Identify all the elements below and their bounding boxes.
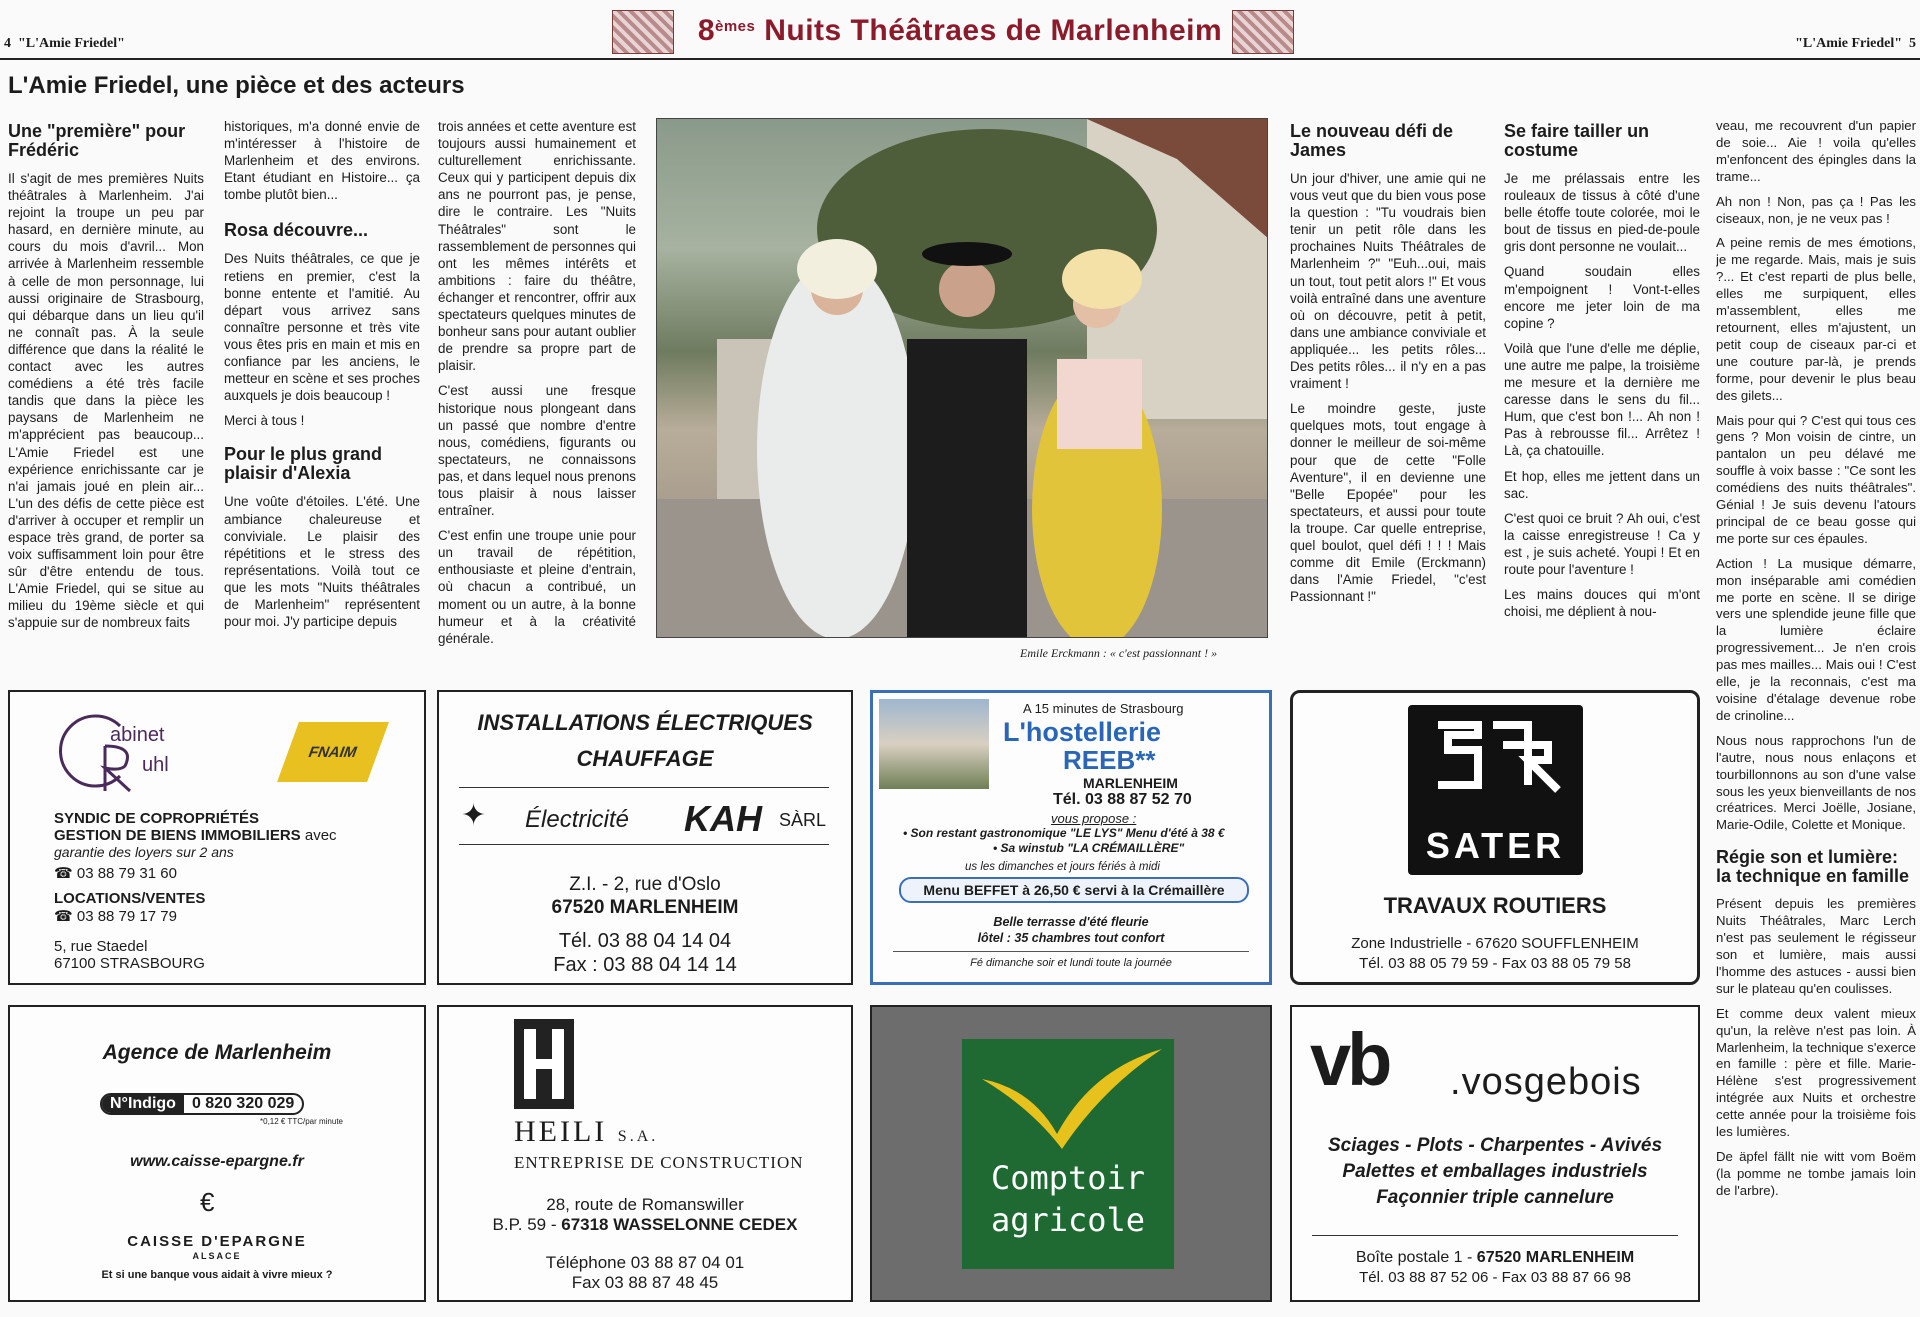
paragraph: C'est enfin une troupe unie pour un travail de répétition, enthousiaste et pleine d'entrain, où chacun a contribué, un moment ou un autre, à la bonne humeur et à la créativité générale. bbox=[438, 528, 636, 646]
article-headline: L'Amie Friedel, une pièce et des acteurs bbox=[8, 72, 465, 99]
article-column-6 bbox=[1716, 118, 1916, 1313]
paragraph: C'est quoi ce bruit ? Ah oui, c'est la caisse enregistreuse ! Ca y est , je suis acheté. Youpi ! Et en route pour l'aventure ! bbox=[1504, 510, 1700, 577]
kah-phone: Tél. 03 88 04 14 04 bbox=[558, 930, 732, 952]
ad-caisse-epargne bbox=[8, 1005, 426, 1302]
divider bbox=[1312, 1235, 1678, 1236]
kah-address: Z.I. - 2, rue d'Oslo bbox=[569, 874, 721, 895]
vb-name: .vosgebois bbox=[1450, 1061, 1642, 1103]
paragraph: De äpfel fällt nie witt vom Boëm (la pomme ne tombe jamais loin de l'arbre). bbox=[1716, 1148, 1916, 1198]
vb-address: Boîte postale 1 - 67520 MARLENHEIM bbox=[1355, 1249, 1635, 1266]
heili-phone: Téléphone 03 88 87 04 01 bbox=[545, 1253, 745, 1272]
paragraph: Je me prélassais entre les rouleaux de tissus à côté d'une belle étoffe toute colorée, moi le bout de tissus en pied-de-poule gris dont personne ne voulait... bbox=[1504, 171, 1700, 255]
comptoir-logo bbox=[962, 1039, 1174, 1269]
reeb-phone: Tél. 03 88 87 52 70 bbox=[1053, 791, 1192, 808]
ruhl-phone: ☎ 03 88 79 17 79 bbox=[54, 908, 177, 925]
reeb-line: Belle terrasse d'été fleurie bbox=[993, 915, 1149, 929]
fnaim-label: FNAIM bbox=[306, 743, 360, 761]
sater-symbol-icon bbox=[1408, 705, 1583, 815]
heili-address: B.P. 59 - 67318 WASSELONNE CEDEX bbox=[492, 1215, 798, 1234]
paragraph: veau, me recouvrent d'un papier de soie... Aie ! voila qu'elles m'enfoncent des épingles dans la trame... bbox=[1716, 118, 1916, 184]
kah-title: CHAUFFAGE bbox=[576, 746, 714, 771]
paragraph: trois années et cette aventure est toujours aussi humainement et culturellement enrichissante. Ceux qui y participent depuis dix ans ne pourront pas, je pense, dire le contraire. Les "Nuits Théâtrales" sont le rassemblement de personnes qui ont les mêmes intérêts et ambitions : faire du théâtre, échanger et rencontrer, offrir aux spectateurs quelques minutes de bonheur sans pour autant oublier de prendre sa propre part de plaisir. bbox=[438, 119, 636, 374]
reeb-menu: Menu BEFFET à 26,50 € servi à la Crémaillère bbox=[899, 877, 1249, 903]
subheading: Le nouveau défi de James bbox=[1290, 121, 1454, 160]
sater-name: SATER bbox=[1425, 825, 1566, 866]
subheading: Régie son et lumière: la technique en famille bbox=[1716, 847, 1910, 887]
divider bbox=[893, 951, 1249, 952]
paragraph: Ah non ! Non, pas ça ! Pas les ciseaux, non, je ne veux pas ! bbox=[1716, 193, 1916, 226]
divider bbox=[459, 787, 829, 788]
vb-line: Façonnier triple cannelure bbox=[1376, 1187, 1614, 1208]
reeb-offer: • Son restant gastronomique "LE LYS" Menu d'été à 38 € bbox=[903, 826, 1225, 840]
caisse-indigo-number bbox=[100, 1093, 304, 1115]
article-column-5 bbox=[1504, 118, 1700, 663]
vb-line: Sciages - Plots - Charpentes - Avivés bbox=[1327, 1135, 1663, 1156]
sater-phone: Tél. 03 88 05 79 59 - Fax 03 88 05 79 58 bbox=[1359, 955, 1631, 972]
paragraph: Un jour d'hiver, une amie qui ne vous veut que du bien vous pose la question : "Tu voudrais bien tenir un petit rôle dans les prochaines Nuits Théâtrales de Marlenheim ?" "Euh...oui, mais un tout, tout petit alors !" Et vous voilà entraîné dans une aventure où on découvre, petit à petit, dans une ambiance conviviale et appliquée... les petits rôles... Des petits rôles... il n'y en a pas vraiment ! bbox=[1290, 171, 1486, 392]
theatre-masks-icon bbox=[612, 10, 674, 54]
ruhl-line: LOCATIONS/VENTES bbox=[54, 890, 206, 907]
star-logo-icon: ✦ bbox=[461, 799, 487, 832]
article-column-2 bbox=[224, 118, 420, 663]
ad-hostellerie-reeb bbox=[870, 690, 1272, 985]
section-title: 8èmes Nuits Théâtraes de Marlenheim bbox=[697, 14, 1223, 47]
ruhl-line: garantie des loyers sur 2 ans bbox=[54, 844, 234, 860]
paragraph: Des Nuits théâtrales, ce que je retiens en premier, c'est la bonne entente et l'amitié. Au départ vous arrivez sans connaître personne et très vite vous êtes pris en main et mis en confiance par les anciens, le metteur en scène et ses proches auxquels je dois beaucoup ! bbox=[224, 251, 420, 404]
theatre-masks-icon bbox=[1232, 10, 1294, 54]
page-number-left: 4 "L'Amie Friedel" bbox=[4, 36, 125, 51]
paragraph: Action ! La musique démarre, mon inséparable ami comédien me porte en scène. Il se dirige vers une splendide jeune fille que la lumière éclaire progressivement... Je n'en crois pas mes mailles... Mais oui ! C'est elle, je la reconnais, c'est ma voisine d'étalage devenue robe de crinoline... bbox=[1716, 555, 1916, 723]
ruhl-logo-icon bbox=[50, 706, 140, 796]
paragraph: A peine remis de mes émotions, je me regarde. Mais, mais je suis ?... Et c'est reparti de plus belle, elles me surpiquent, elles m'assemblent, elles me retournent, elles m'ajustent, un petit coup de ciseaux par-ci et une couture par-là, je prends forme, pour devenir le plus beau des gilets... bbox=[1716, 235, 1916, 403]
paragraph: Présent depuis les premières Nuits Théâtrales, Marc Lerch n'est pas seulement le régisseur son et lumière, mais aussi l'homme des astuces - aussi bien sur le plateau qu'en coulisses. bbox=[1716, 896, 1916, 996]
paragraph: C'est aussi une fresque historique nous plongeant dans un passé que nombre d'entre nous, comédiens, figurants ou spectateurs, ne connaissons pas, et dans lequel nous prenons tous plaisir à nous laisser entraîner. bbox=[438, 383, 636, 519]
caisse-web: www.caisse-epargne.fr bbox=[130, 1153, 304, 1170]
reeb-title: L'hostellerie bbox=[1003, 717, 1161, 747]
caisse-region: ALSACE bbox=[192, 1251, 242, 1261]
subheading: Une "première" pour Frédéric bbox=[8, 121, 186, 160]
ad-sater bbox=[1290, 690, 1700, 985]
subheading: Pour le plus grand plaisir d'Alexia bbox=[224, 444, 383, 484]
kah-fax: Fax : 03 88 04 14 14 bbox=[553, 954, 737, 976]
indigo-number: 0 820 320 029 bbox=[191, 1095, 295, 1112]
paragraph: Une voûte d'étoiles. L'été. Une ambiance chaleureuse et conviviale. Le plaisir des répétitions et le stress des représentations. Voilà tout ce que les mots "Nuits théâtrales de Marlenheim" représentent pour moi. J'y participe depuis bbox=[224, 494, 420, 630]
reeb-offer: vous propose : bbox=[1051, 811, 1137, 826]
reeb-sub: us les dimanches et jours fériés à midi bbox=[965, 861, 1160, 873]
header-rule bbox=[0, 58, 1920, 60]
ad-vosgebois bbox=[1290, 1005, 1700, 1302]
fnaim-logo bbox=[277, 722, 389, 782]
actors-photo bbox=[656, 118, 1268, 638]
paragraph: Et hop, elles me jettent dans un sac. bbox=[1504, 468, 1700, 501]
kah-logo: KAH bbox=[684, 798, 762, 839]
reeb-top: A 15 minutes de Strasbourg bbox=[1023, 701, 1184, 716]
sater-logo bbox=[1408, 705, 1583, 875]
sater-title: TRAVAUX ROUTIERS bbox=[1383, 893, 1607, 918]
ad-electricite-kah bbox=[437, 690, 853, 985]
ruhl-line: SYNDIC DE COPROPRIÉTÉS bbox=[54, 810, 260, 827]
heili-sub: ENTREPRISE DE CONSTRUCTION bbox=[514, 1153, 804, 1172]
reeb-line: lôtel : 35 chambres tout confort bbox=[977, 931, 1165, 945]
ad-heili bbox=[437, 1005, 853, 1302]
subheading: Rosa découvre... bbox=[224, 220, 369, 241]
heili-logo-icon bbox=[514, 1019, 574, 1109]
vb-phone: Tél. 03 88 87 52 06 - Fax 03 88 87 66 98 bbox=[1359, 1269, 1631, 1286]
caisse-slogan: Et si une banque vous aidait à vivre mieux ? bbox=[101, 1269, 333, 1281]
vb-logo: vb bbox=[1310, 1018, 1389, 1101]
squirrel-logo-icon: € bbox=[200, 1187, 215, 1217]
caisse-agence: Agence de Marlenheim bbox=[102, 1041, 332, 1064]
caisse-tariff: *0,12 € TTC/par minute bbox=[260, 1117, 344, 1126]
page-number-right: "L'Amie Friedel" 5 bbox=[1795, 36, 1916, 51]
indigo-label: N°Indigo bbox=[102, 1095, 184, 1113]
kah-elec: Électricité bbox=[525, 806, 630, 833]
heili-address: 28, route de Romanswiller bbox=[546, 1195, 744, 1214]
paper-name-left: "L'Amie Friedel" bbox=[18, 36, 125, 51]
subheading: Se faire tailler un costume bbox=[1504, 121, 1650, 160]
paragraph: historiques, m'a donné envie de m'intéresser à l'histoire de Marlenheim et des environs. Etant étudiant en Histoire... ça tombe plutôt bien... bbox=[224, 119, 420, 203]
actors-photo-illustration bbox=[657, 119, 1268, 638]
caisse-name: CAISSE D'EPARGNE bbox=[127, 1233, 307, 1250]
ad-cabinet-ruhl bbox=[8, 690, 426, 985]
paragraph: Le moindre geste, juste quelques mots, tout engage à donner le meilleur de soi-même pour que de cette "Folle Aventure", il en devienne une "Belle Epopée" pour les spectateurs, et aussi pour toute la troupe. Car quelle entreprise, quel boulot, quel défi ! ! ! Mais comme dit Emile (Erckmann) dans l'Amie Friedel, "c'est Passionnant !" bbox=[1290, 401, 1486, 605]
paper-name-right: "L'Amie Friedel" bbox=[1795, 36, 1902, 51]
vb-line: Palettes et emballages industriels bbox=[1342, 1161, 1648, 1182]
reeb-closing: Fé dimanche soir et lundi toute la journée bbox=[970, 957, 1172, 969]
ruhl-phone: ☎ 03 88 79 31 60 bbox=[54, 865, 177, 882]
comptoir-name: Comptoir bbox=[990, 1159, 1146, 1197]
kah-address: 67520 MARLENHEIM bbox=[551, 897, 739, 918]
hotel-photo bbox=[879, 699, 989, 789]
paragraph: Il s'agit de mes premières Nuits théâtrales à Marlenheim. J'ai rejoint la troupe un peu par hasard, en dernière minute, au cours du mois d'avril... Mon arrivée à Marlenheim ressemble à celle de mon personnage, lui aussi originaire de Strasbourg, qui débarque dans un lieu qu'il ne connaît pas. À la seule différence que dans la réalité le contact avec les autres comédiens a été très facile tandis que dans la pièce les paysans de Marlenheim ne m'apprécient pas beaucoup... L'Amie Friedel est une expérience enrichissante car je n'ai jamais joué en plein air... L'un des défis de cette pièce est d'arriver à occuper et remplir un espace très grand, de porter sa voix suffisamment loin pour être sûr d'être entendu de tous. L'Amie Friedel, qui se situe au milieu du 19ème siècle et qui s'appuie sur de nombreux faits bbox=[8, 171, 204, 631]
ruhl-brand-bottom: uhl bbox=[142, 754, 169, 776]
heili-name: HEILI S.A. bbox=[514, 1115, 659, 1148]
comptoir-name: agricole bbox=[990, 1201, 1146, 1239]
ruhl-brand-top: abinet bbox=[110, 724, 165, 746]
reeb-city: MARLENHEIM bbox=[1083, 775, 1178, 791]
paragraph: Merci à tous ! bbox=[224, 413, 305, 429]
ruhl-address: 67100 STRASBOURG bbox=[54, 955, 205, 972]
paragraph: Et comme deux valent mieux qu'un, la relève n'est pas loin. À Marlenheim, la technique s'exerce en famille : père et fille. Marie-Hélène s'est progressivement intégrée aux Nuits et orchestre cette année pour la troisième fois les lumières. bbox=[1716, 1005, 1916, 1140]
divider bbox=[459, 844, 829, 845]
kah-title: INSTALLATIONS ÉLECTRIQUES bbox=[477, 710, 813, 735]
checkmark-logo-icon bbox=[962, 1039, 1174, 1149]
article-column-3 bbox=[438, 118, 636, 663]
ruhl-address: 5, rue Staedel bbox=[54, 938, 148, 955]
paragraph: Nous nous rapprochons l'un de l'autre, nous nous enlaçons et tourbillonnons au son d'une valse sous les yeux bienveillants de nos créatrices. Merci Joëlle, Josiane, Marie-Odile, Colette et Monique. bbox=[1716, 732, 1916, 833]
reeb-offer: • Sa winstub "LA CRÉMAILLÈRE" bbox=[993, 841, 1185, 855]
article-column-1 bbox=[8, 118, 204, 663]
photo-caption: Emile Erckmann : « c'est passionnant ! » bbox=[1020, 646, 1218, 660]
paragraph: Quand soudain elles m'empoignent ! Vont-t-elles encore me jeter loin de ma copine ? bbox=[1504, 264, 1700, 331]
reeb-title: REEB** bbox=[1063, 745, 1156, 775]
paragraph: Les mains douces qui m'ont choisi, me déplient à nou- bbox=[1504, 587, 1700, 620]
kah-sarl: SÀRL bbox=[779, 810, 827, 830]
sater-address: Zone Industrielle - 67620 SOUFFLENHEIM bbox=[1351, 935, 1639, 952]
heili-fax: Fax 03 88 87 48 45 bbox=[571, 1273, 719, 1292]
paragraph: Mais pour qui ? C'est qui tous ces gens ? Mon voisin de cintre, un pantalon un peu délavé me souffle à voix basse : "Ce sont les comédiens des nuits théâtrales". Génial ! Je suis devenu l'atours principal de ce beau gosse qui me porte sur ces épaules. bbox=[1716, 412, 1916, 546]
ruhl-line: GESTION DE BIENS IMMOBILIERS avec bbox=[54, 827, 337, 844]
ad-comptoir-agricole bbox=[870, 1005, 1272, 1302]
article-column-4 bbox=[1290, 118, 1486, 663]
paragraph: Voilà que l'une d'elle me déplie, une autre me palpe, la troisième me mesure et la dernière me caresse dans le sens du fil... Hum, que c'est bon !... Ah non ! Pas à rebrousse fil... Arrêtez ! Là, ça chatouille. bbox=[1504, 340, 1700, 459]
